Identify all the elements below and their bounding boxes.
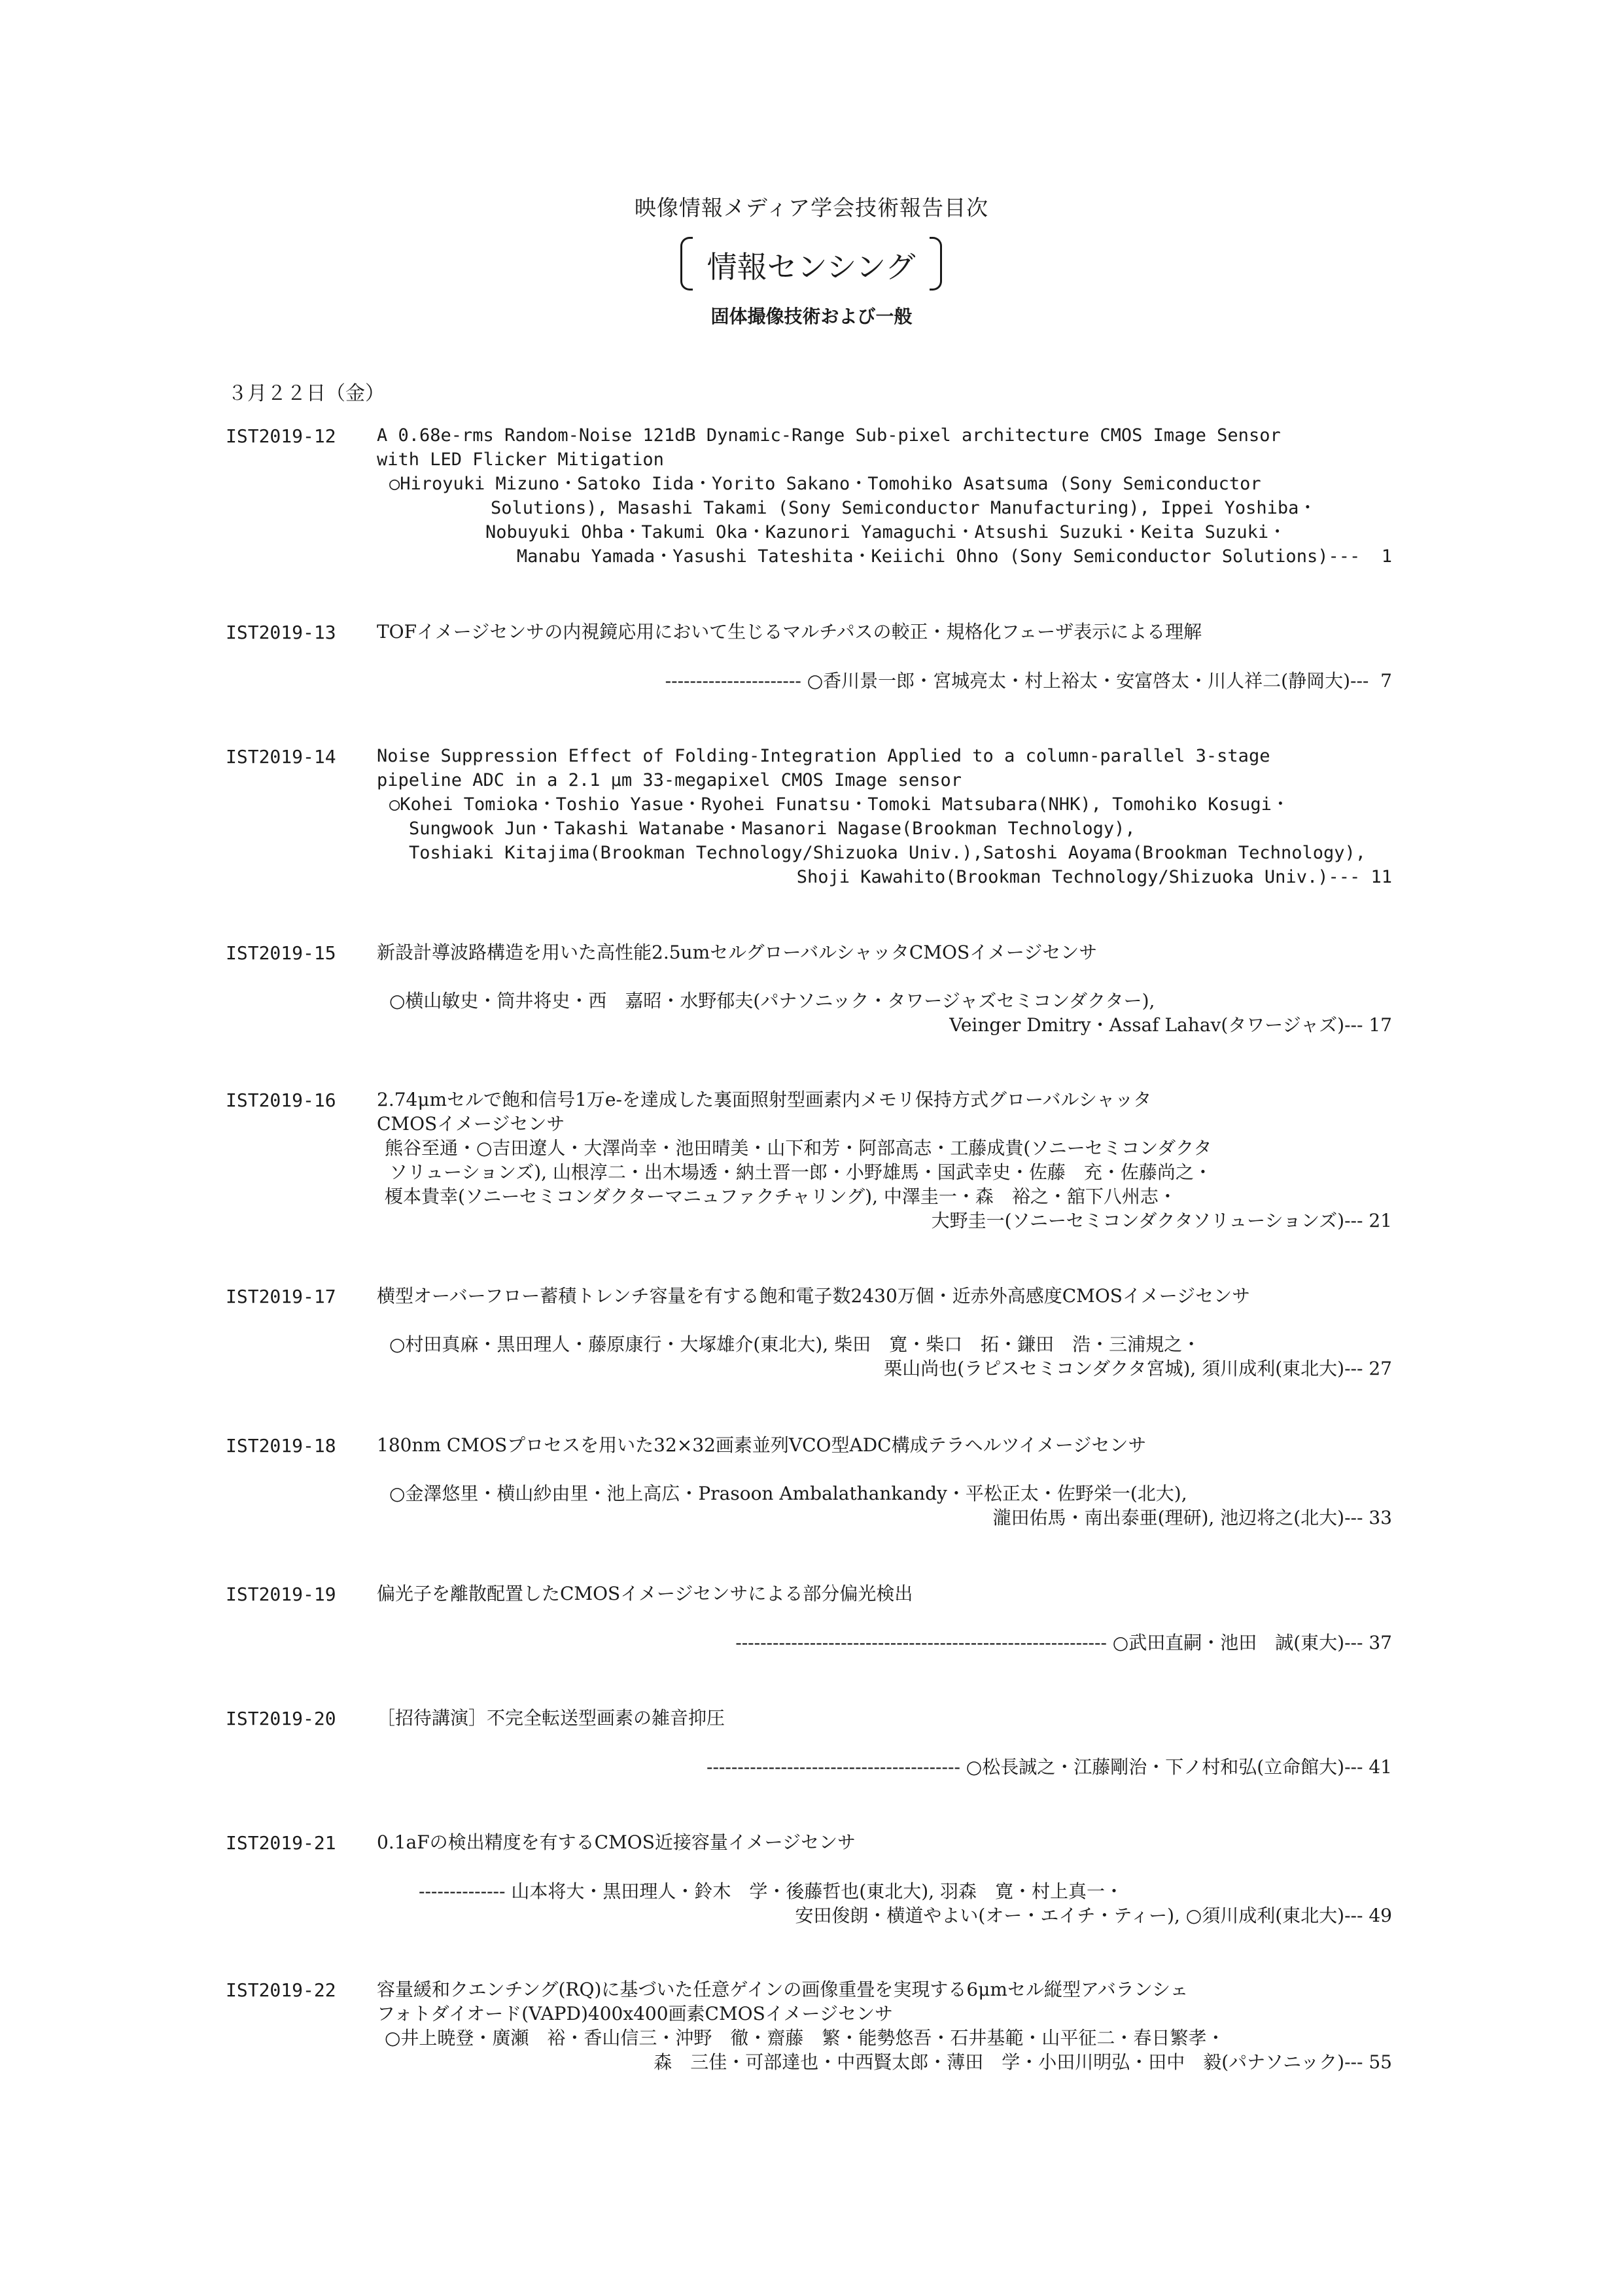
right-bracket bbox=[930, 237, 942, 291]
entry-author-line: ○金澤悠里・横山紗由里・池上高広・Prasoon Ambalathankandy・平松正太・佐野栄一(北大), bbox=[389, 1483, 1187, 1504]
entry-id: IST2019-12 bbox=[226, 425, 336, 447]
entry-title-line: ［招待講演］不完全転送型画素の雑音抑圧 bbox=[377, 1707, 725, 1729]
entry-id: IST2019-14 bbox=[226, 746, 336, 768]
entry-title-line: 横型オーバーフロー蓄積トレンチ容量を有する飽和電子数2430万個・近赤外高感度CMOSイメージセンサ bbox=[377, 1285, 1251, 1307]
entry-title-line: CMOSイメージセンサ bbox=[377, 1113, 565, 1135]
entry-title-line: フォトダイオード(VAPD)400x400画素CMOSイメージセンサ bbox=[377, 2003, 893, 2024]
entry-author-line: ○横山敏史・筒井将史・西 嘉昭・水野郁夫(パナソニック・タワージャズセミコンダクター), bbox=[389, 990, 1155, 1012]
entry-author-line: ○Hiroyuki Mizuno・Satoko Iida・Yorito Sakano・Tomohiko Asatsuma (Sony Semiconductor bbox=[389, 474, 1261, 494]
entry-title-line: 2.74μmセルで飽和信号1万e-を達成した裏面照射型画素内メモリ保持方式グローバルシャッタ bbox=[377, 1089, 1152, 1110]
entry-id: IST2019-21 bbox=[226, 1832, 336, 1854]
entry-author-line: Shoji Kawahito(Brookman Technology/Shizuoka Univ.)--- 11 bbox=[796, 867, 1392, 887]
entry-author-line: ○村田真麻・黒田理人・藤原康行・大塚雄介(東北大), 柴田 寛・柴口 拓・鎌田 浩・三浦規之・ bbox=[389, 1333, 1201, 1355]
subtitle-box bbox=[680, 237, 942, 288]
entry-author-line: ○Kohei Tomioka・Toshio Yasue・Ryohei Funatsu・Tomoki Matsubara(NHK), Tomohiko Kosugi・ bbox=[389, 794, 1289, 815]
entry-id: IST2019-18 bbox=[226, 1435, 336, 1457]
entry-id: IST2019-19 bbox=[226, 1583, 336, 1605]
entry-id: IST2019-13 bbox=[226, 622, 336, 643]
entry-id: IST2019-15 bbox=[226, 942, 336, 964]
entry-author-line: 森 三佳・可部達也・中西賢太郎・薄田 学・小田川明弘・田中 毅(パナソニック)--- 55 bbox=[654, 2051, 1392, 2073]
entry-title-line: A 0.68e-rms Random-Noise 121dB Dynamic-Range Sub-pixel architecture CMOS Image Sensor bbox=[377, 425, 1281, 446]
entry-title-line: Noise Suppression Effect of Folding-Integration Applied to a column-parallel 3-stage bbox=[377, 746, 1270, 766]
entry-author-line: 安田俊朗・横道やよい(オー・エイチ・ティー), ○須川成利(東北大)--- 49 bbox=[795, 1905, 1392, 1926]
entry-author-line: Sungwook Jun・Takashi Watanabe・Masanori Nagase(Brookman Technology), bbox=[409, 819, 1136, 839]
entry-author-line: -------------- 山本将大・黒田理人・鈴木 学・後藤哲也(東北大), 羽森 寛・村上真一・ bbox=[419, 1881, 1124, 1902]
entry-author-line: 栗山尚也(ラピスセミコンダクタ宮城), 須川成利(東北大)--- 27 bbox=[884, 1358, 1392, 1379]
entry-title-line: 新設計導波路構造を用いた高性能2.5umセルグローバルシャッタCMOSイメージセンサ bbox=[377, 942, 1098, 963]
entry-author-line: 瀧田佑馬・南出泰亜(理研), 池辺将之(北大)--- 33 bbox=[992, 1507, 1392, 1528]
entry-author-line: Manabu Yamada・Yasushi Tateshita・Keiichi Ohno (Sony Semiconductor Solutions)--- 1 bbox=[516, 546, 1392, 567]
entry-author-line: Nobuyuki Ohba・Takumi Oka・Kazunori Yamaguchi・Atsushi Suzuki・Keita Suzuki・ bbox=[485, 522, 1287, 542]
entry-title-line: 0.1aFの検出精度を有するCMOS近接容量イメージセンサ bbox=[377, 1831, 856, 1853]
entry-id: IST2019-20 bbox=[226, 1708, 336, 1729]
entry-id: IST2019-17 bbox=[226, 1286, 336, 1307]
entry-title-line: pipeline ADC in a 2.1 μm 33-megapixel CMOS Image sensor bbox=[377, 770, 962, 790]
entry-author-line: 榎本貴幸(ソニーセミコンダクターマニュファクチャリング), 中澤圭一・森 裕之・舘下八州志・ bbox=[385, 1186, 1177, 1207]
entry-author-line: ---------------------- ○香川景一郎・宮城亮太・村上裕太・安富啓太・川人祥二(静岡大)--- 7 bbox=[665, 670, 1392, 692]
entry-author-line: Veinger Dmitry・Assaf Lahav(タワージャズ)--- 17 bbox=[949, 1014, 1392, 1036]
entry-author-line: ------------------------------------------------------------ ○武田直嗣・池田 誠(東大)--- 37 bbox=[735, 1632, 1392, 1653]
entry-author-line: ----------------------------------------- ○松長誠之・江藤剛治・下ノ村和弘(立命館大)--- 41 bbox=[707, 1756, 1392, 1778]
topic-heading: 固体撮像技術および一般 bbox=[710, 306, 913, 327]
entry-author-line: ソリューションズ), 山根淳二・出木場透・納土晋一郎・小野雄馬・国武幸史・佐藤 充・佐藤尚之・ bbox=[389, 1161, 1212, 1183]
subtitle: 情報センシング bbox=[707, 249, 916, 285]
report-heading: 映像情報メディア学会技術報告目次 bbox=[634, 195, 989, 221]
entry-author-line: 熊谷至通・○吉田遼人・大澤尚幸・池田晴美・山下和芳・阿部高志・工藤成貴(ソニーセミコンダクタ bbox=[385, 1137, 1212, 1159]
entry-title-line: 180nm CMOSプロセスを用いた32×32画素並列VCO型ADC構成テラヘルツイメージセンサ bbox=[377, 1434, 1147, 1456]
entry-author-line: 大野圭一(ソニーセミコンダクタソリューションズ)--- 21 bbox=[931, 1210, 1392, 1231]
entry-title-line: 偏光子を離散配置したCMOSイメージセンサによる部分偏光検出 bbox=[377, 1583, 913, 1604]
entry-title-line: TOFイメージセンサの内視鏡応用において生じるマルチパスの較正・規格化フェーザ表示による理解 bbox=[377, 621, 1202, 643]
entry-author-line: ○井上暁登・廣瀬 裕・香山信三・沖野 徹・齋藤 繁・能勢悠吾・石井基範・山平征二・春日繁孝・ bbox=[385, 2027, 1225, 2049]
entry-author-line: Toshiaki Kitajima(Brookman Technology/Shizuoka Univ.),Satoshi Aoyama(Brookman Technology), bbox=[409, 843, 1366, 863]
entry-author-line: Solutions), Masashi Takami (Sony Semiconductor Manufacturing), Ippei Yoshiba・ bbox=[491, 498, 1317, 518]
entry-id: IST2019-16 bbox=[226, 1089, 336, 1111]
entry-title-line: with LED Flicker Mitigation bbox=[377, 450, 664, 470]
entry-title-line: 容量緩和クエンチング(RQ)に基づいた任意ゲインの画像重畳を実現する6μmセル縦型アバランシェ bbox=[377, 1979, 1189, 2000]
session-date: ３月２２日（金） bbox=[228, 382, 385, 405]
entry-id: IST2019-22 bbox=[226, 1979, 336, 2001]
